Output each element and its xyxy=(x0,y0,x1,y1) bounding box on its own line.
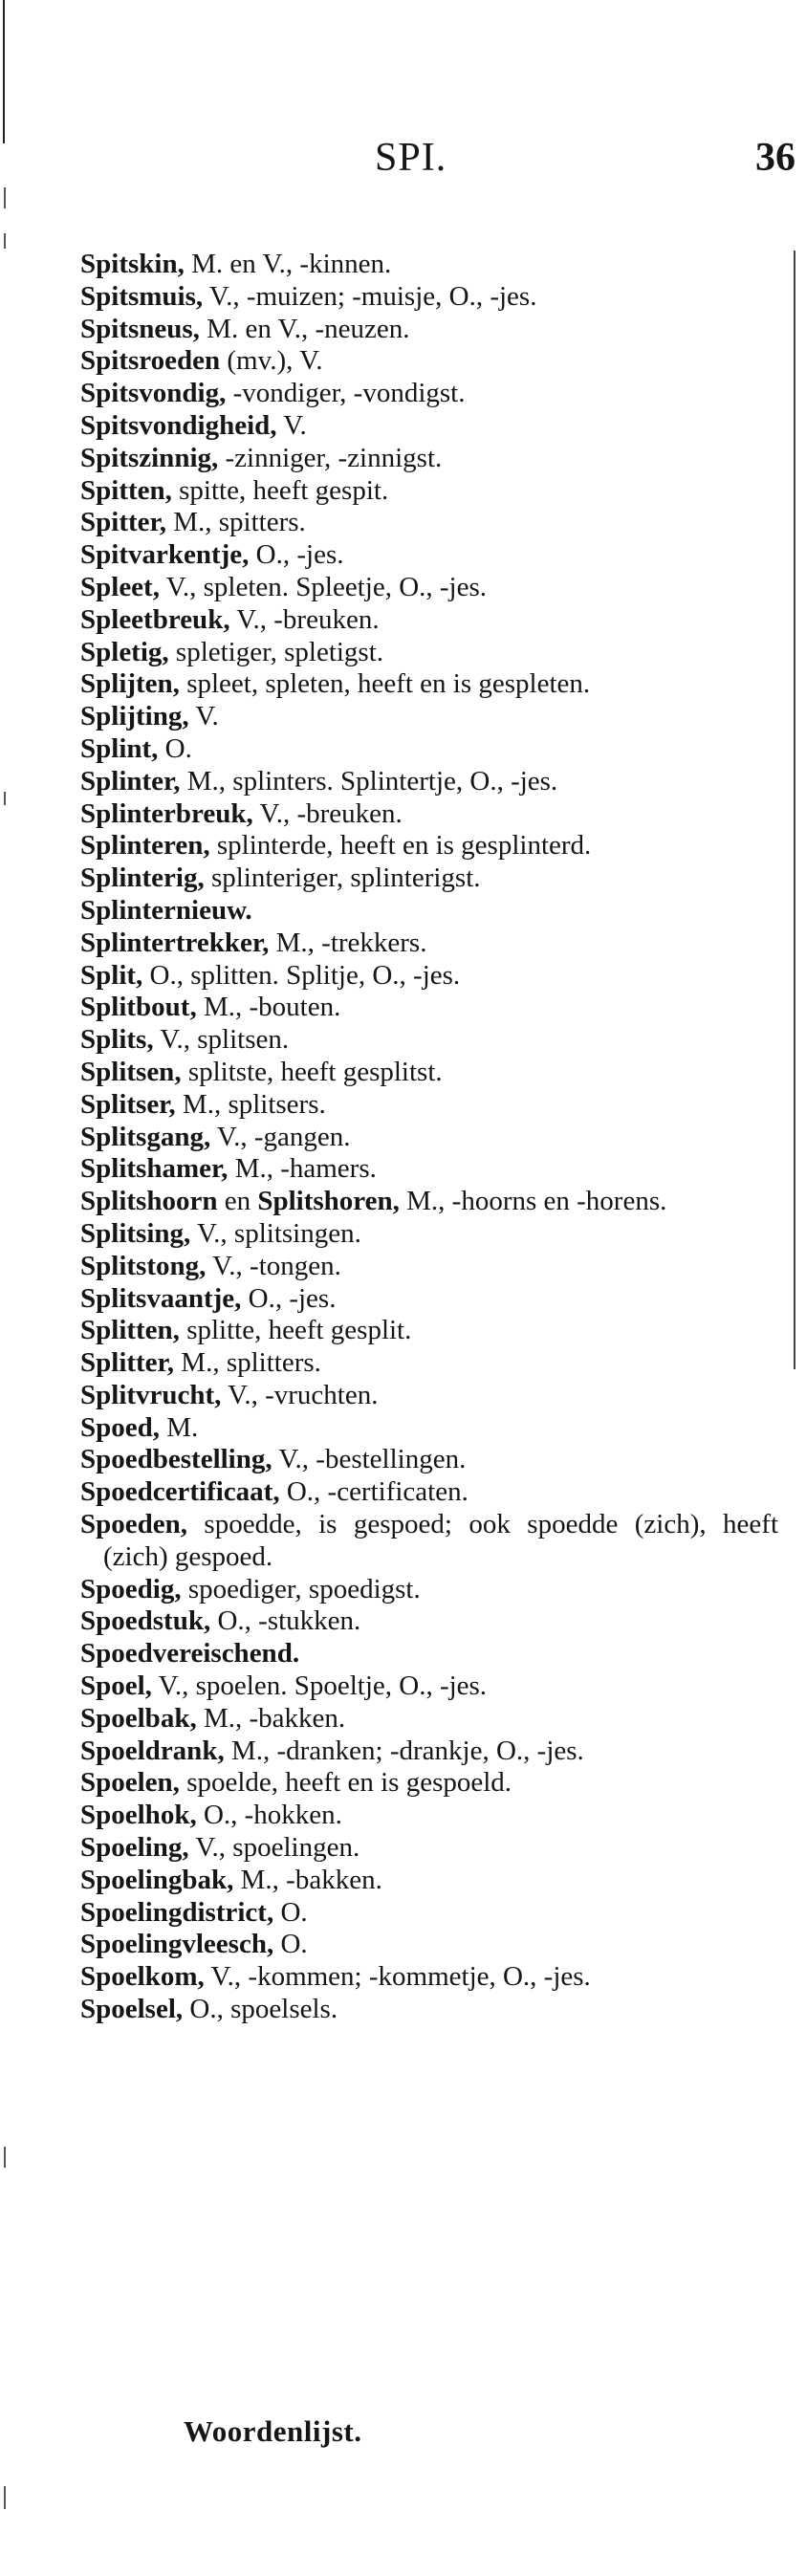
entry-definition: M. en V., -neuzen. xyxy=(199,313,410,344)
headword: Splintertrekker, xyxy=(80,927,270,958)
entry-definition: O., -hokken. xyxy=(196,1800,342,1831)
headword: Spoelsel, xyxy=(80,1994,184,2025)
dictionary-entry xyxy=(80,345,778,378)
dictionary-entry xyxy=(80,1703,778,1736)
entry-definition: V., spoelen. Spoeltje, O., -jes. xyxy=(151,1670,488,1702)
entry-definition: spitte, heeft gespit. xyxy=(171,474,389,506)
entry-definition: -zinniger, -zinnigst. xyxy=(218,442,443,473)
dictionary-entry xyxy=(80,1122,778,1154)
dictionary-entry xyxy=(80,1736,778,1768)
dictionary-entry xyxy=(80,1767,778,1800)
headword: Splitsen, xyxy=(80,1056,182,1087)
entry-definition: en xyxy=(217,1186,258,1217)
margin-mark xyxy=(4,2147,6,2168)
headword: Spitsvondigheid, xyxy=(80,409,277,441)
headword-variant: Splitshoren, xyxy=(257,1186,400,1217)
dictionary-entry xyxy=(80,1961,778,1994)
dictionary-entry xyxy=(80,1670,778,1703)
entry-definition: M., -hamers. xyxy=(228,1153,377,1185)
headword: Splitshoorn xyxy=(80,1186,218,1217)
entry-definition: M., -bakken. xyxy=(233,1864,382,1895)
headword: Splits, xyxy=(80,1024,154,1056)
entry-definition: M., splitters. xyxy=(174,1347,321,1379)
entry-definition: V., spleten. Spleetje, O., -jes. xyxy=(159,571,488,602)
headword: Spoel, xyxy=(80,1670,152,1702)
dictionary-entry xyxy=(80,1218,778,1251)
margin-mark xyxy=(4,2486,6,2509)
dictionary-entry xyxy=(80,992,778,1024)
entry-definition: spleet, spleten, heeft en is gespleten. xyxy=(179,668,591,700)
dictionary-entry xyxy=(80,1994,778,2026)
entry-definition: V. xyxy=(276,409,307,441)
headword: Splitstong, xyxy=(80,1250,207,1281)
entry-definition: V., splitsingen. xyxy=(190,1217,361,1249)
entry-definition: V., -gangen. xyxy=(210,1121,351,1152)
headword: Spoedvereischend. xyxy=(80,1638,300,1670)
entry-definition: O., -stukken. xyxy=(210,1605,361,1637)
page-header xyxy=(0,134,806,182)
entry-definition: M., splinters. Splintertje, O., -jes. xyxy=(180,765,558,797)
dictionary-entry xyxy=(80,572,778,604)
entry-definition: V., -tongen. xyxy=(206,1250,341,1281)
dictionary-entry xyxy=(80,862,778,895)
dictionary-entry xyxy=(80,766,778,798)
headword: Splitten, xyxy=(80,1315,180,1346)
dictionary-entry xyxy=(80,1315,778,1347)
headword: Spoedbestelling, xyxy=(80,1444,272,1475)
headword: Splitsvaantje, xyxy=(80,1282,242,1314)
entry-definition: O. xyxy=(273,1929,308,1960)
headword: Splitshamer, xyxy=(80,1153,229,1185)
running-head: SPI. xyxy=(375,136,447,180)
headword: Split, xyxy=(80,959,143,991)
entry-definition: V., -vruchten. xyxy=(221,1379,379,1410)
headword: Spitsmuis, xyxy=(80,280,204,312)
headword: Splitser, xyxy=(80,1088,176,1120)
headword: Spitskin, xyxy=(80,249,185,279)
dictionary-entry xyxy=(80,1509,778,1574)
dictionary-entry xyxy=(80,960,778,993)
dictionary-entry xyxy=(80,1057,778,1089)
dictionary-entry xyxy=(80,830,778,862)
page-edge-rule xyxy=(3,0,5,143)
headword: Spitsneus, xyxy=(80,313,200,344)
headword: Splinterig, xyxy=(80,862,205,894)
dictionary-entry xyxy=(80,637,778,669)
entry-definition: spoediger, spoedigst. xyxy=(181,1573,421,1605)
dictionary-entry xyxy=(80,1897,778,1930)
entry-definition: O., -jes. xyxy=(249,539,344,571)
dictionary-entry xyxy=(80,281,778,314)
dictionary-entry xyxy=(80,1347,778,1380)
dictionary-entry xyxy=(80,1089,778,1122)
headword: Splitvrucht, xyxy=(80,1379,222,1410)
entry-definition: splinteriger, splinterigst. xyxy=(204,862,481,894)
dictionary-entry xyxy=(80,928,778,960)
dictionary-entry xyxy=(80,1929,778,1961)
entry-definition: V. xyxy=(188,701,219,732)
entry-definition: M., -hoorns en -horens. xyxy=(399,1186,667,1217)
entry-definition: M., -bakken. xyxy=(196,1702,346,1734)
entry-definition: O. xyxy=(273,1896,308,1928)
headword: Spoeling, xyxy=(80,1832,189,1864)
headword: Spitszinnig, xyxy=(80,442,219,473)
entry-definition: O., -jes. xyxy=(241,1282,337,1314)
entry-definition: M., -dranken; -drankje, O., -jes. xyxy=(224,1735,584,1766)
dictionary-entry xyxy=(80,701,778,733)
dictionary-entry xyxy=(80,1024,778,1057)
dictionary-entry xyxy=(80,1412,778,1445)
entry-definition: V., spoelingen. xyxy=(188,1832,360,1864)
margin-mark xyxy=(4,187,6,208)
dictionary-entry xyxy=(80,507,778,539)
entry-definition: spletiger, spletigst. xyxy=(168,636,384,667)
dictionary-entry xyxy=(80,1800,778,1832)
headword: Splitbout, xyxy=(80,992,197,1023)
margin-mark xyxy=(4,233,6,249)
dictionary-entry xyxy=(80,1832,778,1865)
dictionary-entry xyxy=(80,895,778,928)
headword: Spoedstuk, xyxy=(80,1605,211,1637)
headword: Splitter, xyxy=(80,1347,175,1379)
entry-definition: M., -trekkers. xyxy=(269,927,427,958)
headword: Splijten, xyxy=(80,668,180,700)
margin-mark xyxy=(4,792,6,805)
headword: Spleetbreuk, xyxy=(80,603,230,635)
dictionary-entry xyxy=(80,1638,778,1670)
entry-definition: (mv.), V. xyxy=(220,345,323,377)
dictionary-entry xyxy=(80,668,778,701)
dictionary-entry xyxy=(80,539,778,572)
entry-definition: O. xyxy=(158,732,192,764)
headword: Spleet, xyxy=(80,571,160,602)
page-number: 36 xyxy=(755,136,795,180)
entry-definition: M., splitsers. xyxy=(175,1088,326,1120)
headword: Spitvarkentje, xyxy=(80,539,250,571)
entry-definition: spoedde, is gespoed; ook spoedde (zich), heeft (zich) gespoed. xyxy=(103,1509,778,1572)
footer-title: Woordenlijst. xyxy=(184,2414,362,2448)
dictionary-entry xyxy=(80,1251,778,1283)
dictionary-entry xyxy=(80,249,778,281)
entry-definition: splitste, heeft gesplitst. xyxy=(181,1056,443,1087)
headword: Splint, xyxy=(80,732,159,764)
headword: Spoeden, xyxy=(80,1509,188,1540)
headword: Splitsing, xyxy=(80,1217,191,1249)
entry-definition: M. xyxy=(160,1411,199,1443)
entry-definition: O., spoelsels. xyxy=(183,1994,338,2025)
headword: Spoelbak, xyxy=(80,1702,197,1734)
headword: Splinteren, xyxy=(80,830,210,862)
dictionary-entry xyxy=(80,798,778,831)
dictionary-entry xyxy=(80,475,778,508)
headword: Spitten, xyxy=(80,474,172,506)
headword: Spoed, xyxy=(80,1411,161,1443)
dictionary-entry xyxy=(80,443,778,475)
headword: Splinternieuw. xyxy=(80,894,252,926)
entry-definition: V., splitsen. xyxy=(153,1024,290,1056)
headword: Splitsgang, xyxy=(80,1121,211,1152)
dictionary-entry xyxy=(80,733,778,766)
entry-definition: M. en V., -kinnen. xyxy=(184,249,392,279)
dictionary-entry xyxy=(80,1153,778,1186)
entry-definition: -vondiger, -vondigst. xyxy=(226,378,466,409)
dictionary-entry xyxy=(80,1574,778,1606)
headword: Spoedig, xyxy=(80,1573,182,1605)
headword: Spoelingbak, xyxy=(80,1864,234,1895)
column-rule xyxy=(794,251,795,1369)
headword: Splijting, xyxy=(80,701,189,732)
entry-definition: spoelde, heeft en is gespoeld. xyxy=(179,1767,512,1799)
headword: Spoelen, xyxy=(80,1767,180,1799)
headword: Spitsroeden xyxy=(80,345,221,377)
headword: Spoeldrank, xyxy=(80,1735,225,1766)
dictionary-entry xyxy=(80,378,778,410)
entry-definition: V., -breuken. xyxy=(252,797,403,829)
entry-definition: M., spitters. xyxy=(165,507,306,538)
word-list xyxy=(80,249,778,2026)
headword: Spletig, xyxy=(80,636,169,667)
headword: Splinter, xyxy=(80,765,181,797)
headword: Spoelingdistrict, xyxy=(80,1896,274,1928)
entry-definition: splinterde, heeft en is gesplinterd. xyxy=(209,830,592,862)
headword: Splinterbreuk, xyxy=(80,797,253,829)
headword: Spoelhok, xyxy=(80,1800,197,1831)
entry-definition: O., splitten. Splitje, O., -jes. xyxy=(142,959,461,991)
headword: Spitsvondig, xyxy=(80,378,227,409)
entry-definition: V., -breuken. xyxy=(229,603,380,635)
dictionary-entry xyxy=(80,604,778,637)
dictionary-entry xyxy=(80,1444,778,1476)
headword: Spoelkom, xyxy=(80,1961,205,1993)
entry-definition: M., -bouten. xyxy=(196,992,341,1023)
headword: Spitter, xyxy=(80,507,166,538)
dictionary-entry xyxy=(80,1186,778,1218)
headword: Spoelingvleesch, xyxy=(80,1929,274,1960)
dictionary-entry xyxy=(80,1476,778,1509)
entry-definition: V., -kommen; -kommetje, O., -jes. xyxy=(204,1961,591,1993)
dictionary-entry xyxy=(80,1605,778,1638)
dictionary-entry xyxy=(80,410,778,443)
headword: Spoedcertificaat, xyxy=(80,1476,280,1508)
dictionary-entry xyxy=(80,1380,778,1412)
entry-definition: splitte, heeft gesplit. xyxy=(179,1315,412,1346)
dictionary-entry xyxy=(80,1865,778,1897)
entry-definition: V., -bestellingen. xyxy=(272,1444,467,1475)
entry-definition: V., -muizen; -muisje, O., -jes. xyxy=(203,280,537,312)
dictionary-entry xyxy=(80,314,778,346)
dictionary-entry xyxy=(80,1283,778,1316)
entry-definition: O., -certificaten. xyxy=(279,1476,468,1508)
